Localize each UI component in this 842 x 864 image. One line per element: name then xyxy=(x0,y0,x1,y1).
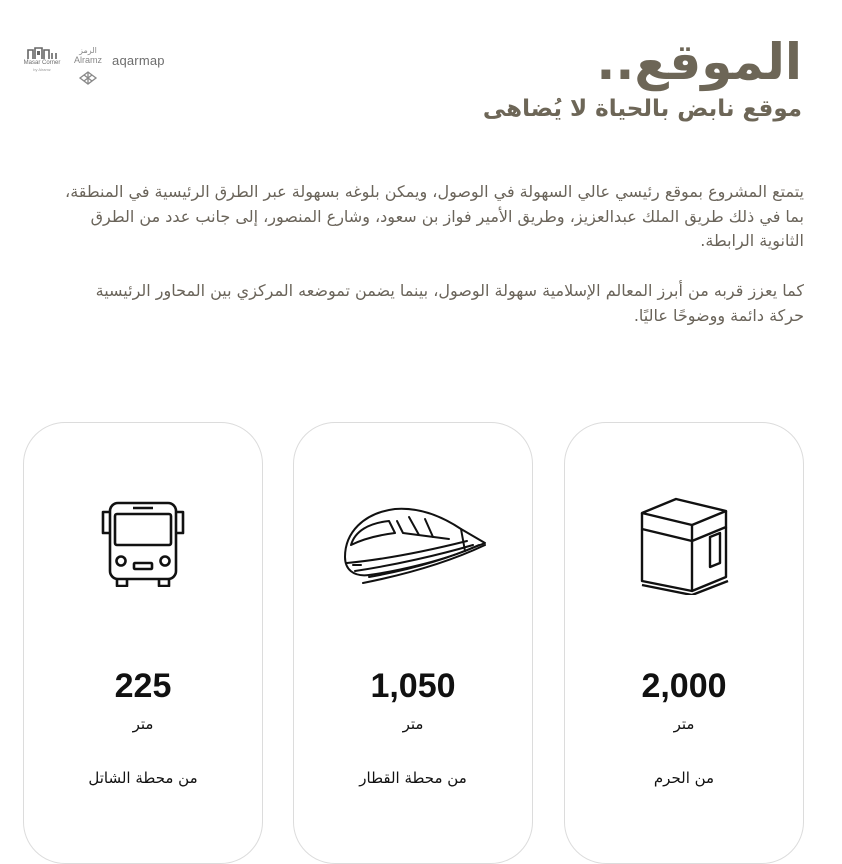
masar-corner-sub: by Alramz xyxy=(33,67,51,72)
haram-distance-value: 2,000 xyxy=(641,667,727,705)
partner-logos xyxy=(20,46,165,88)
train-icon xyxy=(339,505,487,591)
haram-distance-unit: متر xyxy=(673,715,695,733)
shuttle-distance-label: من محطة الشاتل xyxy=(88,769,198,787)
shuttle-distance-value: 225 xyxy=(114,667,172,705)
bus-icon xyxy=(95,495,191,591)
page-subtitle: موقع نابض بالحياة لا يُضاهى xyxy=(482,96,802,122)
masar-corner-mark-icon xyxy=(20,46,64,60)
masar-corner-name: Masar Corner xyxy=(23,60,61,66)
intro-paragraph: يتمتع المشروع بموقع رئيسي عالي السهولة في الوصول، ويمكن بلوغه بسهولة عبر الطرق الرئيسية في المنطقة، بما في ذلك طريق الملك عبدالعزيز، وطريق الأمير فواز بن سعود، وشارع المنصور، إلى جانب عدد من الطرق الثانوية الرابطة. xyxy=(65,182,804,250)
landmarks-paragraph: كما يعزز قربه من أبرز المعالم الإسلامية سهولة الوصول، بينما يضمن تموضعه المركزي بين المحاور الرئيسية حركة دائمة ووضوحًا عاليًا. xyxy=(95,281,804,325)
shuttle-distance-unit: متر xyxy=(132,715,154,733)
page-title: الموقع.. xyxy=(596,33,802,91)
masar-corner-logo xyxy=(20,46,64,72)
kaaba-icon xyxy=(634,495,734,599)
alramz-english-name: Alramz xyxy=(74,55,103,65)
alramz-mark-icon xyxy=(78,68,98,88)
train-distance-label: من محطة القطار xyxy=(359,769,467,787)
train-distance-card xyxy=(293,422,533,864)
haram-distance-label: من الحرم xyxy=(653,769,715,787)
haram-distance-card xyxy=(564,422,804,864)
train-distance-unit: متر xyxy=(402,715,424,733)
alramz-logo xyxy=(74,46,102,88)
train-distance-value: 1,050 xyxy=(370,667,456,705)
shuttle-distance-card xyxy=(23,422,263,864)
alramz-arabic-name: الرمز xyxy=(79,46,97,55)
aqarmap-logo: aqarmap xyxy=(112,53,165,68)
